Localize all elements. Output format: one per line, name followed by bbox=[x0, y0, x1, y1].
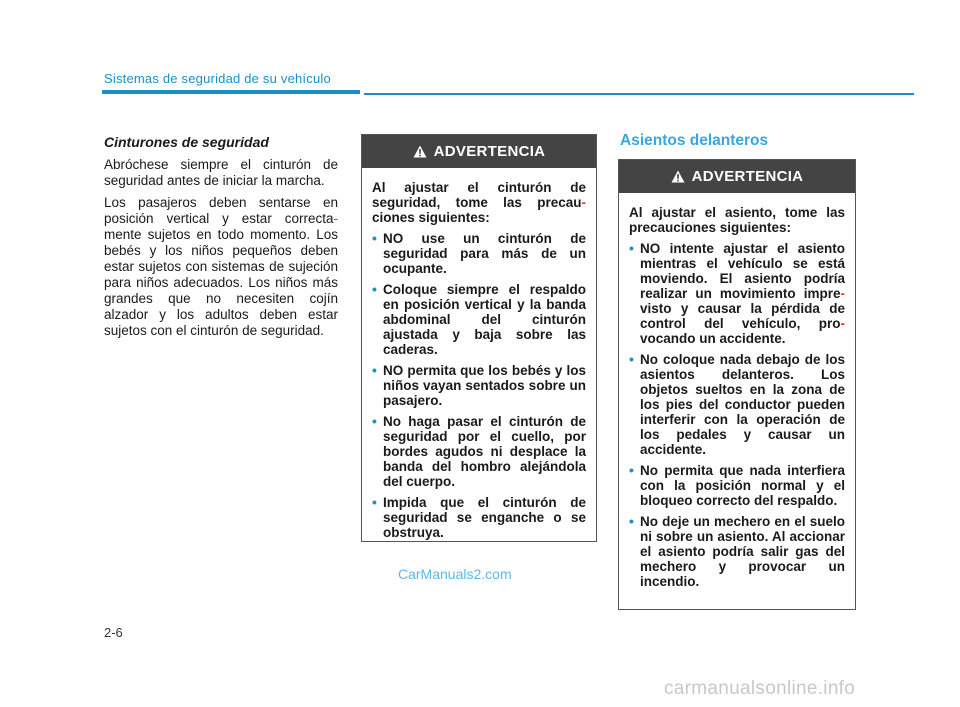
warning-item bbox=[629, 352, 845, 457]
hyphen-mark: - bbox=[581, 195, 586, 210]
warning-intro-part: ciones siguientes: bbox=[372, 210, 490, 225]
seatbelts-heading: Cinturones de seguridad bbox=[104, 134, 269, 150]
warning-item-text: No haga pasar el cinturón de seguridad por el cuello, por bordes agudos ni desplace la banda del hombro alejándola del cuerpo. bbox=[383, 414, 586, 489]
bullet-icon: • bbox=[372, 230, 377, 246]
bullet-icon: • bbox=[372, 494, 377, 510]
header-rule bbox=[364, 93, 914, 95]
warning-title: ADVERTENCIA bbox=[433, 143, 546, 160]
warning-item-text: No coloque nada debajo de los asientos delanteros. Los objetos sueltos en la zona de los pies del conductor pueden interferir con la operación de los pedales y causar un accidente. bbox=[640, 352, 845, 457]
paragraph-fasten: Abróchese siempre el cinturón de seguridad antes de iniciar la marcha. bbox=[104, 157, 338, 188]
warning-item bbox=[629, 514, 845, 589]
warning-item-text: NO use un cinturón de seguridad para más de un ocupante. bbox=[383, 231, 586, 276]
bullet-icon: • bbox=[372, 362, 377, 378]
warning-header bbox=[362, 135, 596, 168]
warning-intro: Al ajustar el asiento, tome las precauciones siguientes: bbox=[629, 205, 845, 235]
warning-title: ADVERTENCIA bbox=[691, 168, 804, 185]
warning-item-text: No deje un mechero en el suelo ni sobre un asiento. Al accionar el asiento podría salir gas del mechero y provocar un incendio. bbox=[640, 514, 845, 589]
warning-item bbox=[372, 495, 586, 540]
warning-item-text: NO intente ajustar el asiento mientras el vehículo se está moviendo. El asiento podría realizar un movimiento impre bbox=[640, 241, 845, 301]
paragraph-part: mente sujetos en todo momento. Los bebés y los niños pequeños deben estar sujetos con sistemas de sujeción para niños adecuados. Los niños más grandes que no necesiten cojín alzador y los adultos deben estar sujetos con el cinturón de seguridad. bbox=[104, 227, 338, 338]
warning-list bbox=[629, 241, 845, 589]
seat-warning-box bbox=[618, 159, 856, 610]
warning-item bbox=[629, 241, 845, 346]
warning-intro bbox=[372, 180, 586, 225]
seatbelt-warning-box bbox=[361, 134, 597, 542]
hyphen-mark: - bbox=[840, 316, 845, 331]
warning-item bbox=[372, 363, 586, 408]
warning-intro-part: Al ajustar el cinturón de seguridad, tome las precau bbox=[372, 180, 586, 210]
warning-item-text: NO permita que los bebés y los niños vayan sentados sobre un pasajero. bbox=[383, 363, 586, 408]
warning-header bbox=[619, 160, 855, 193]
page-number: 2-6 bbox=[104, 625, 123, 640]
warning-item bbox=[372, 282, 586, 357]
hyphen-mark: - bbox=[333, 211, 338, 226]
bullet-icon: • bbox=[629, 351, 634, 367]
footer-watermark: carmanualsonline.info bbox=[664, 678, 856, 699]
warning-list bbox=[372, 231, 586, 540]
header-accent-bar bbox=[102, 90, 360, 94]
paragraph-part: Los pasajeros deben sentarse en posición vertical y estar correcta bbox=[104, 195, 338, 226]
paragraph-passengers bbox=[104, 195, 338, 339]
warning-item bbox=[372, 231, 586, 276]
bullet-icon: • bbox=[629, 462, 634, 478]
left-column bbox=[104, 134, 338, 345]
warning-triangle-icon bbox=[413, 145, 427, 158]
warning-body bbox=[362, 168, 596, 556]
bullet-icon: • bbox=[372, 281, 377, 297]
front-seats-heading: Asientos delanteros bbox=[620, 132, 769, 149]
bullet-icon: • bbox=[629, 513, 634, 529]
warning-item-text: Impida que el cinturón de seguridad se enganche o se obstruya. bbox=[383, 495, 586, 540]
warning-triangle-icon bbox=[671, 170, 685, 183]
warning-item-text: No permita que nada interfiera con la posición normal y el bloqueo correcto del respaldo. bbox=[640, 463, 845, 508]
bullet-icon: • bbox=[372, 413, 377, 429]
warning-item bbox=[629, 463, 845, 508]
warning-item-text: visto y causar la pérdida de control del vehículo, pro bbox=[640, 301, 845, 331]
warning-item-text: vocando un accidente. bbox=[640, 331, 786, 346]
warning-body bbox=[619, 193, 855, 605]
bullet-icon: • bbox=[629, 240, 634, 256]
warning-item bbox=[372, 414, 586, 489]
warning-item-text: Coloque siempre el respaldo en posición vertical y la banda abdominal del cinturón ajustada y baja sobre las caderas. bbox=[383, 282, 586, 357]
watermark-link[interactable]: CarManuals2.com bbox=[398, 566, 512, 582]
section-header-title: Sistemas de seguridad de su vehículo bbox=[104, 71, 331, 86]
hyphen-mark: - bbox=[840, 286, 845, 301]
